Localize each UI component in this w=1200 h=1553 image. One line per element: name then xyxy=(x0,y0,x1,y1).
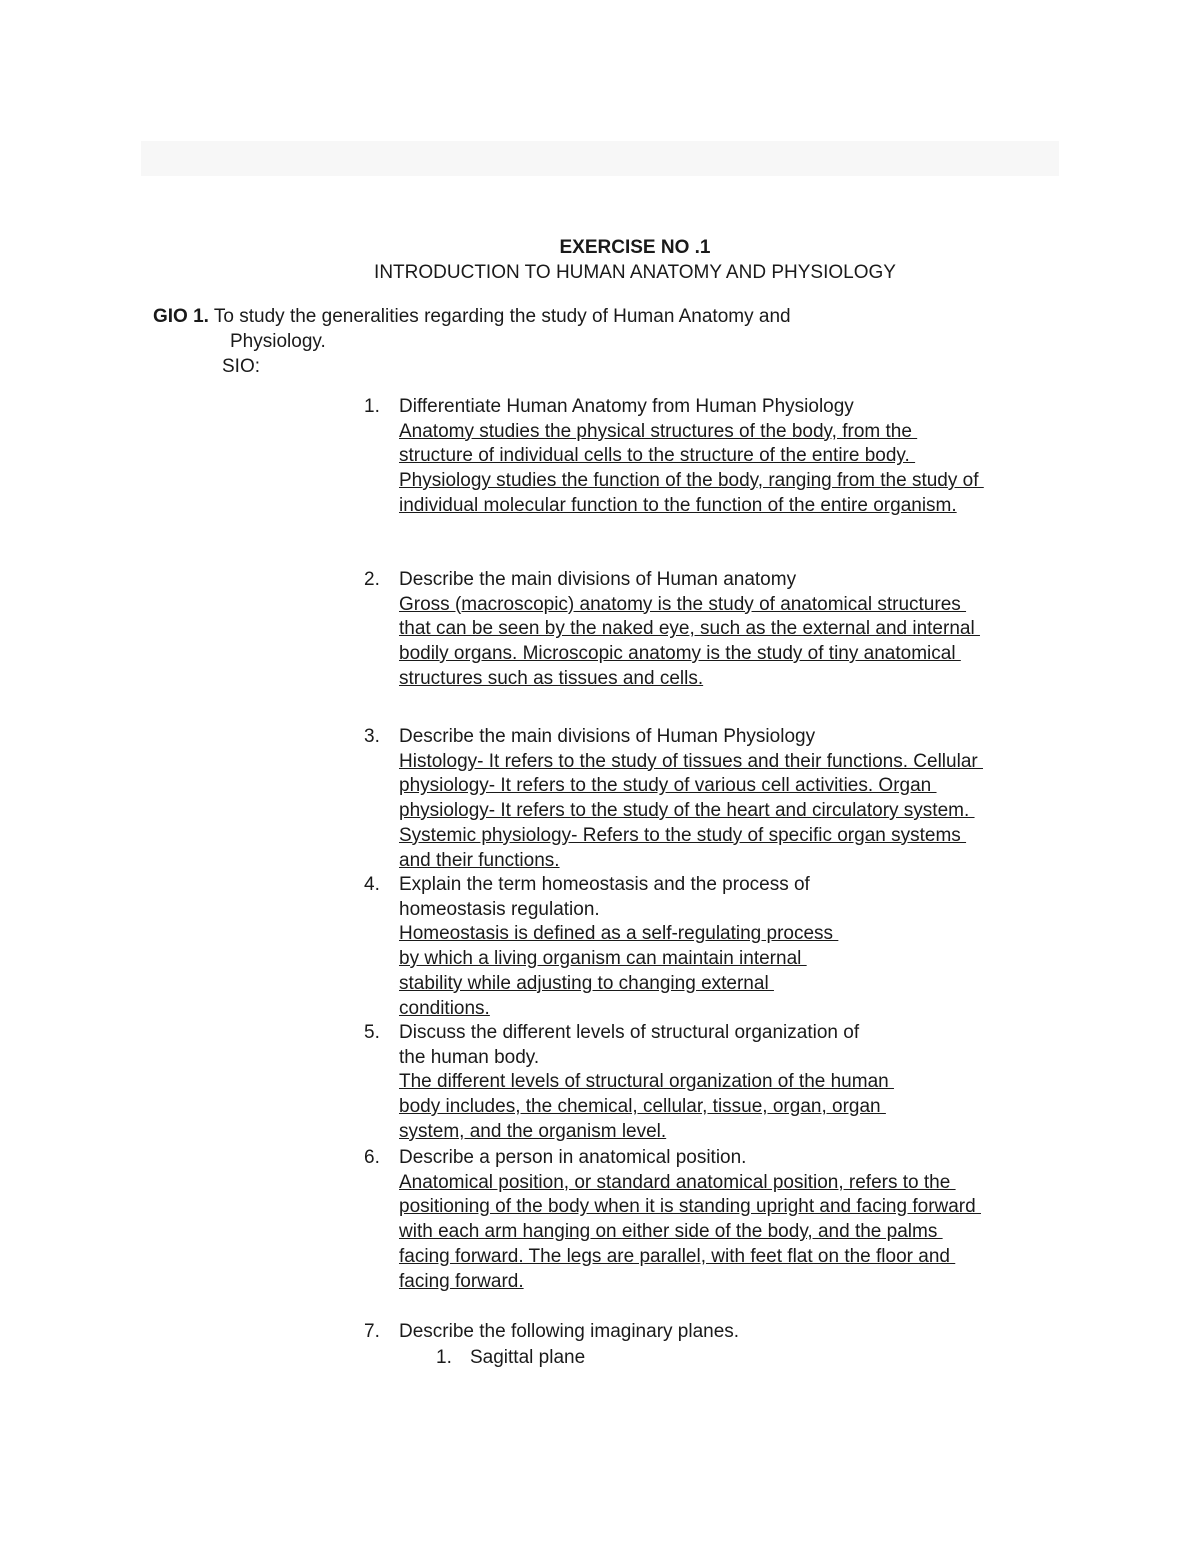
item-question: Explain the term homeostasis and the process of homeostasis regulation. xyxy=(399,874,810,920)
item-question: Describe the main divisions of Human Physiology xyxy=(399,726,816,747)
gio-label: GIO 1. xyxy=(153,306,209,327)
sub-list-item xyxy=(436,1346,585,1371)
item-number: 3. xyxy=(364,726,380,747)
item-question: Differentiate Human Anatomy from Human Physiology xyxy=(399,396,854,417)
list-item xyxy=(364,873,1064,1021)
item-answer: Anatomical position, or standard anatomical position, refers to the positioning of the body when it is standing upright and facing forward with each arm hanging on either side of the body, and the palms facing forward. The legs are parallel, with feet flat on the floor and facing forward. xyxy=(399,1171,976,1292)
sio-label: SIO: xyxy=(222,356,261,377)
item-answer: Gross (macroscopic) anatomy is the study of anatomical structures that can be seen by the naked eye, such as the external and internal bodily organs. Microscopic anatomy is the study of tiny anatomical structures such as tissues and cells. xyxy=(399,593,975,689)
item-question: Discuss the different levels of structural organization of the human body. xyxy=(399,1022,860,1068)
gio-text: To study the generalities regarding the study of Human Anatomy and xyxy=(213,306,791,327)
sub-item-number: 1. xyxy=(436,1347,452,1368)
list-item xyxy=(364,725,1064,873)
list-item xyxy=(364,395,1064,519)
sub-item-text: Sagittal plane xyxy=(470,1347,586,1368)
item-number: 6. xyxy=(364,1147,380,1168)
item-number: 2. xyxy=(364,569,380,590)
list-item xyxy=(364,1146,1064,1294)
header-band xyxy=(141,141,1059,176)
item-answer: The different levels of structural organization of the human body includes, the chemical, cellular, tissue, organ, organ system, and the organism level. xyxy=(399,1071,889,1142)
item-answer: Homeostasis is defined as a self-regulating process by which a living organism can maintain internal stability while adjusting to changing external conditions. xyxy=(399,923,834,1019)
list-item xyxy=(364,1320,1064,1345)
item-question: Describe a person in anatomical position. xyxy=(399,1147,747,1168)
item-answer: Histology- It refers to the study of tissues and their functions. Cellular physiology- It refers to the study of various cell activities. Organ physiology- It refers to the study of the heart and circulatory system. Systemic physiology- Refers to the study of specific organ systems and their functions. xyxy=(399,750,978,871)
list-item xyxy=(364,1021,1064,1145)
item-number: 4. xyxy=(364,874,380,895)
item-question: Describe the main divisions of Human anatomy xyxy=(399,569,797,590)
gio-text-continued: Physiology. xyxy=(230,331,326,352)
page-subtitle: INTRODUCTION TO HUMAN ANATOMY AND PHYSIOLOGY xyxy=(374,262,896,283)
page-title: EXERCISE NO .1 xyxy=(559,237,711,258)
item-number: 1. xyxy=(364,396,380,417)
item-number: 7. xyxy=(364,1321,380,1342)
item-number: 5. xyxy=(364,1022,380,1043)
list-item xyxy=(364,568,1064,692)
gio-line xyxy=(153,304,791,329)
item-question: Describe the following imaginary planes. xyxy=(399,1321,740,1342)
item-answer: Anatomy studies the physical structures of the body, from the structure of individual cells to the structure of the entire body. Physiology studies the function of the body, ranging from the study of individual molecular function to the function of the entire organism. xyxy=(399,420,979,516)
